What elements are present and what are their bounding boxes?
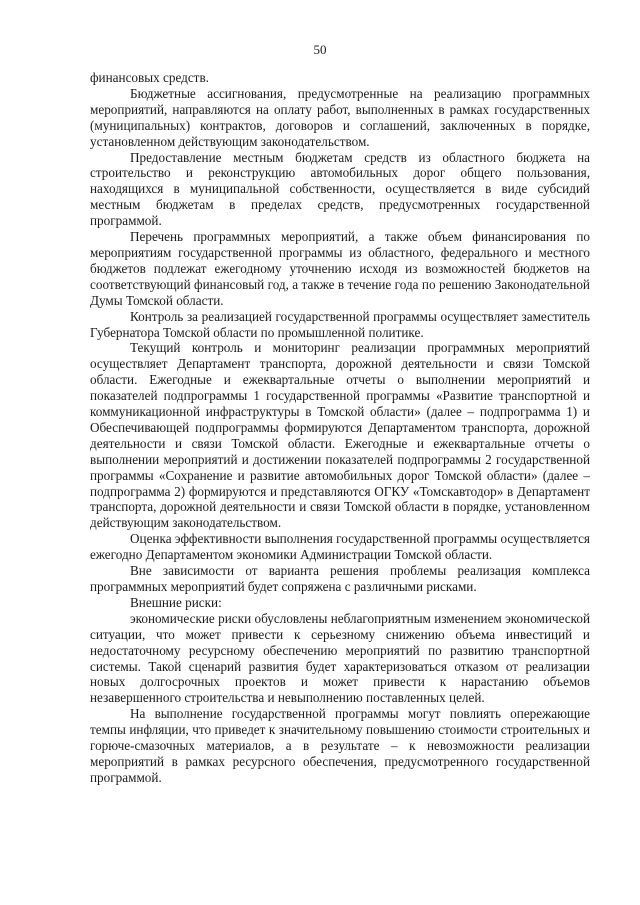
paragraph-activity-list: Перечень программных мероприятий, а также объем финансирования по мероприятиям государственной программы из областного, федерального и местного бюджетов подлежат ежегодному уточнению исходя из возможностей бюджетов на соответствующий финансовый год, а также в течение года по решению Законодательной Думы Томской области. <box>90 229 590 308</box>
paragraph-external-risks-heading: Внешние риски: <box>130 594 222 610</box>
paragraph-continuation: финансовых средств. <box>90 70 209 85</box>
document-body <box>90 70 590 786</box>
page-number: 50 <box>313 42 327 57</box>
paragraph-control: Контроль за реализацией государственной программы осуществляет заместитель Губернатора Томской области по промышленной политике. <box>90 308 590 340</box>
paragraph-monitoring: Текущий контроль и мониторинг реализации программных мероприятий осуществляет Департамент транспорта, дорожной деятельности и связи Томской области. Ежегодные и ежеквартальные отчеты о выполнении мероприятий и показателей подпрограммы 1 государственной программы «Развитие транспортной и коммуникационной инфраструктуры в Томской области» (далее – подпрограмма 1) и Обеспечивающей подпрограммы формируются Департаментом транспорта, дорожной деятельности и связи Томской области. Ежегодные и ежеквартальные отчеты о выполнении мероприятий и достижении показателей подпрограммы 2 государственной программы «Сохранение и развитие автомобильных дорог Томской области» (далее – подпрограмма 2) формируются и представляются ОГКУ «Томскавтодор» в Департамент транспорта, дорожной деятельности и связи Томской области в порядке, установленном действующим законодательством. <box>90 340 590 531</box>
paragraph-inflation-risks: На выполнение государственной программы могут повлиять опережающие темпы инфляции, что приведет к значительному повышению стоимости строительных и горюче-смазочных материалов, а в результате – к невозможности реализации мероприятий в рамках ресурсного обеспечения, предусмотренного государственной программой. <box>90 706 590 785</box>
paragraph-economic-risks: экономические риски обусловлены неблагоприятным изменением экономической ситуации, что может привести к серьезному снижению объема инвестиций и недостаточному ресурсному обеспечению мероприятий по развитию транспортной системы. Такой сценарий развития будет характеризоваться отказом от реализации новых долгосрочных проектов и может привести к нарастанию объемов незавершенного строительства и невыполнению поставленных целей. <box>90 610 590 706</box>
paragraph-efficiency-assessment: Оценка эффективности выполнения государственной программы осуществляется ежегодно Департаментом экономики Администрации Томской области. <box>90 531 590 563</box>
paragraph-local-budgets: Предоставление местным бюджетам средств из областного бюджета на строительство и реконструкцию автомобильных дорог общего пользования, находящихся в муниципальной собственности, осуществляется в виде субсидий местным бюджетам в пределах средств, предусмотренных государственной программой. <box>90 149 590 229</box>
paragraph-budget-allocations: Бюджетные ассигнования, предусмотренные на реализацию программных мероприятий, направляются на оплату работ, выполненных в рамках государственных (муниципальных) контрактов, договоров и соглашений, заключенных в порядке, установленном действующим законодательством. <box>90 85 590 149</box>
paragraph-risks-intro: Вне зависимости от варианта решения проблемы реализация комплекса программных мероприятий будет сопряжена с различными рисками. <box>90 563 590 594</box>
